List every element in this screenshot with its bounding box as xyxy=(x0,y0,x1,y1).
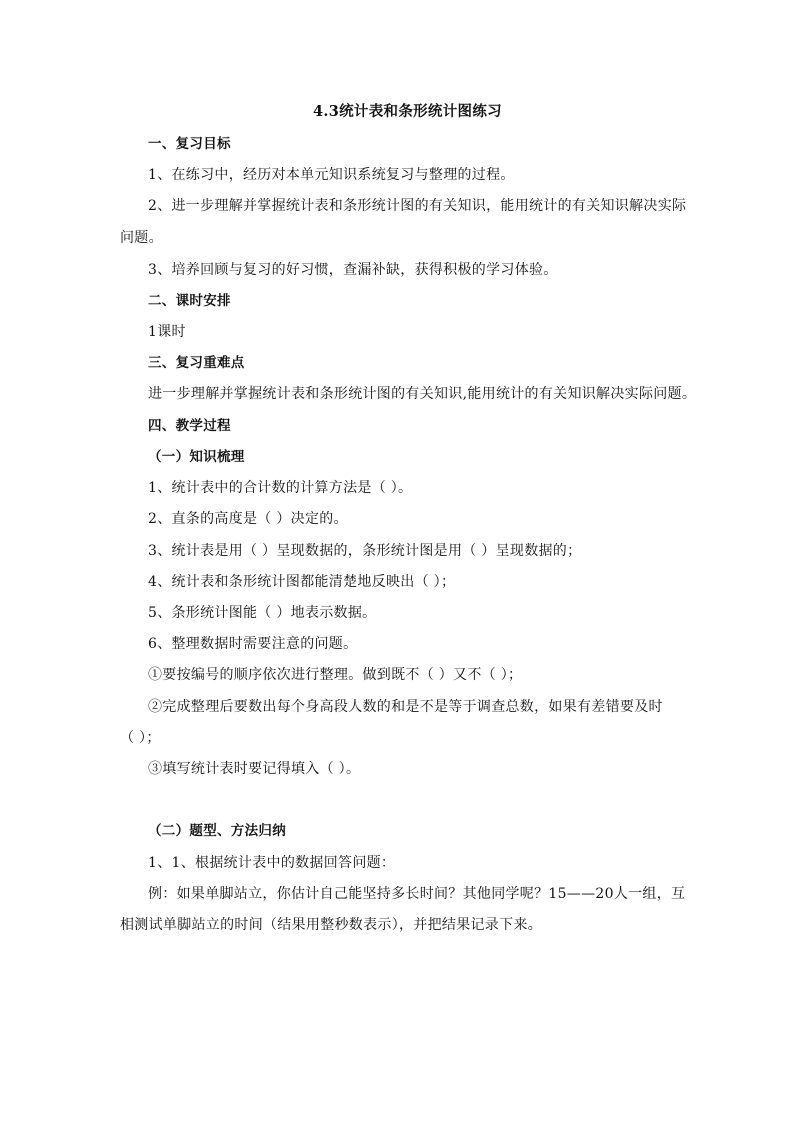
note-item-1: ①要按编号的顺序依次进行整理。做到既不（ ）又不（ ）； xyxy=(148,667,523,683)
goal-item-3: 3、培养回顾与复习的好习惯，查漏补缺，获得积极的学习体验。 xyxy=(148,262,558,278)
subsection-heading-question-types: （二）题型、方法归纳 xyxy=(148,823,286,839)
goal-item-2-line-2: 问题。 xyxy=(120,230,163,246)
section-heading-review-goals: 一、复习目标 xyxy=(148,136,231,152)
note-item-3: ③填写统计表时要记得填入（ ）。 xyxy=(148,761,361,777)
goal-item-2-line-1: 2、进一步理解并掌握统计表和条形统计图的有关知识，能用统计的有关知识解决实际 xyxy=(148,198,687,214)
section-heading-key-points: 三、复习重难点 xyxy=(148,355,245,371)
note-item-2-line-2: （ ）； xyxy=(120,730,161,746)
example-line-1: 例：如果单脚站立，你估计自己能坚持多长时间？其他同学呢？15——20人一组，互 xyxy=(148,886,686,902)
note-item-2-line-1: ②完成整理后要数出每个身高段人数的和是不是等于调查总数，如果有差错要及时 xyxy=(148,699,663,715)
question-3: 3、统计表是用（ ）呈现数据的，条形统计图是用（ ）呈现数据的； xyxy=(148,543,582,559)
subsection-heading-knowledge-review: （一）知识梳理 xyxy=(148,449,245,465)
exercise-intro: 1、1、根据统计表中的数据回答问题： xyxy=(148,855,396,871)
example-line-2: 相测试单脚站立的时间（结果用整秒数表示），并把结果记录下来。 xyxy=(120,917,542,933)
key-points-text: 进一步理解并掌握统计表和条形统计图的有关知识,能用统计的有关知识解决实际问题。 xyxy=(148,386,697,402)
question-2: 2、直条的高度是（ ）决定的。 xyxy=(148,511,348,527)
question-4: 4、统计表和条形统计图都能清楚地反映出（ ）； xyxy=(148,574,456,590)
schedule-text: 1课时 xyxy=(148,324,186,340)
question-5: 5、条形统计图能（ ）地表示数据。 xyxy=(148,605,377,621)
question-1: 1、统计表中的合计数的计算方法是（ ）。 xyxy=(148,480,413,496)
document-title: 4.3统计表和条形统计图练习 xyxy=(313,103,502,120)
question-6: 6、整理数据时需要注意的问题。 xyxy=(148,636,358,652)
section-heading-schedule: 二、课时安排 xyxy=(148,293,231,309)
section-heading-teaching-process: 四、教学过程 xyxy=(148,418,231,434)
goal-item-1: 1、在练习中，经历对本单元知识系统复习与整理的过程。 xyxy=(148,167,515,183)
